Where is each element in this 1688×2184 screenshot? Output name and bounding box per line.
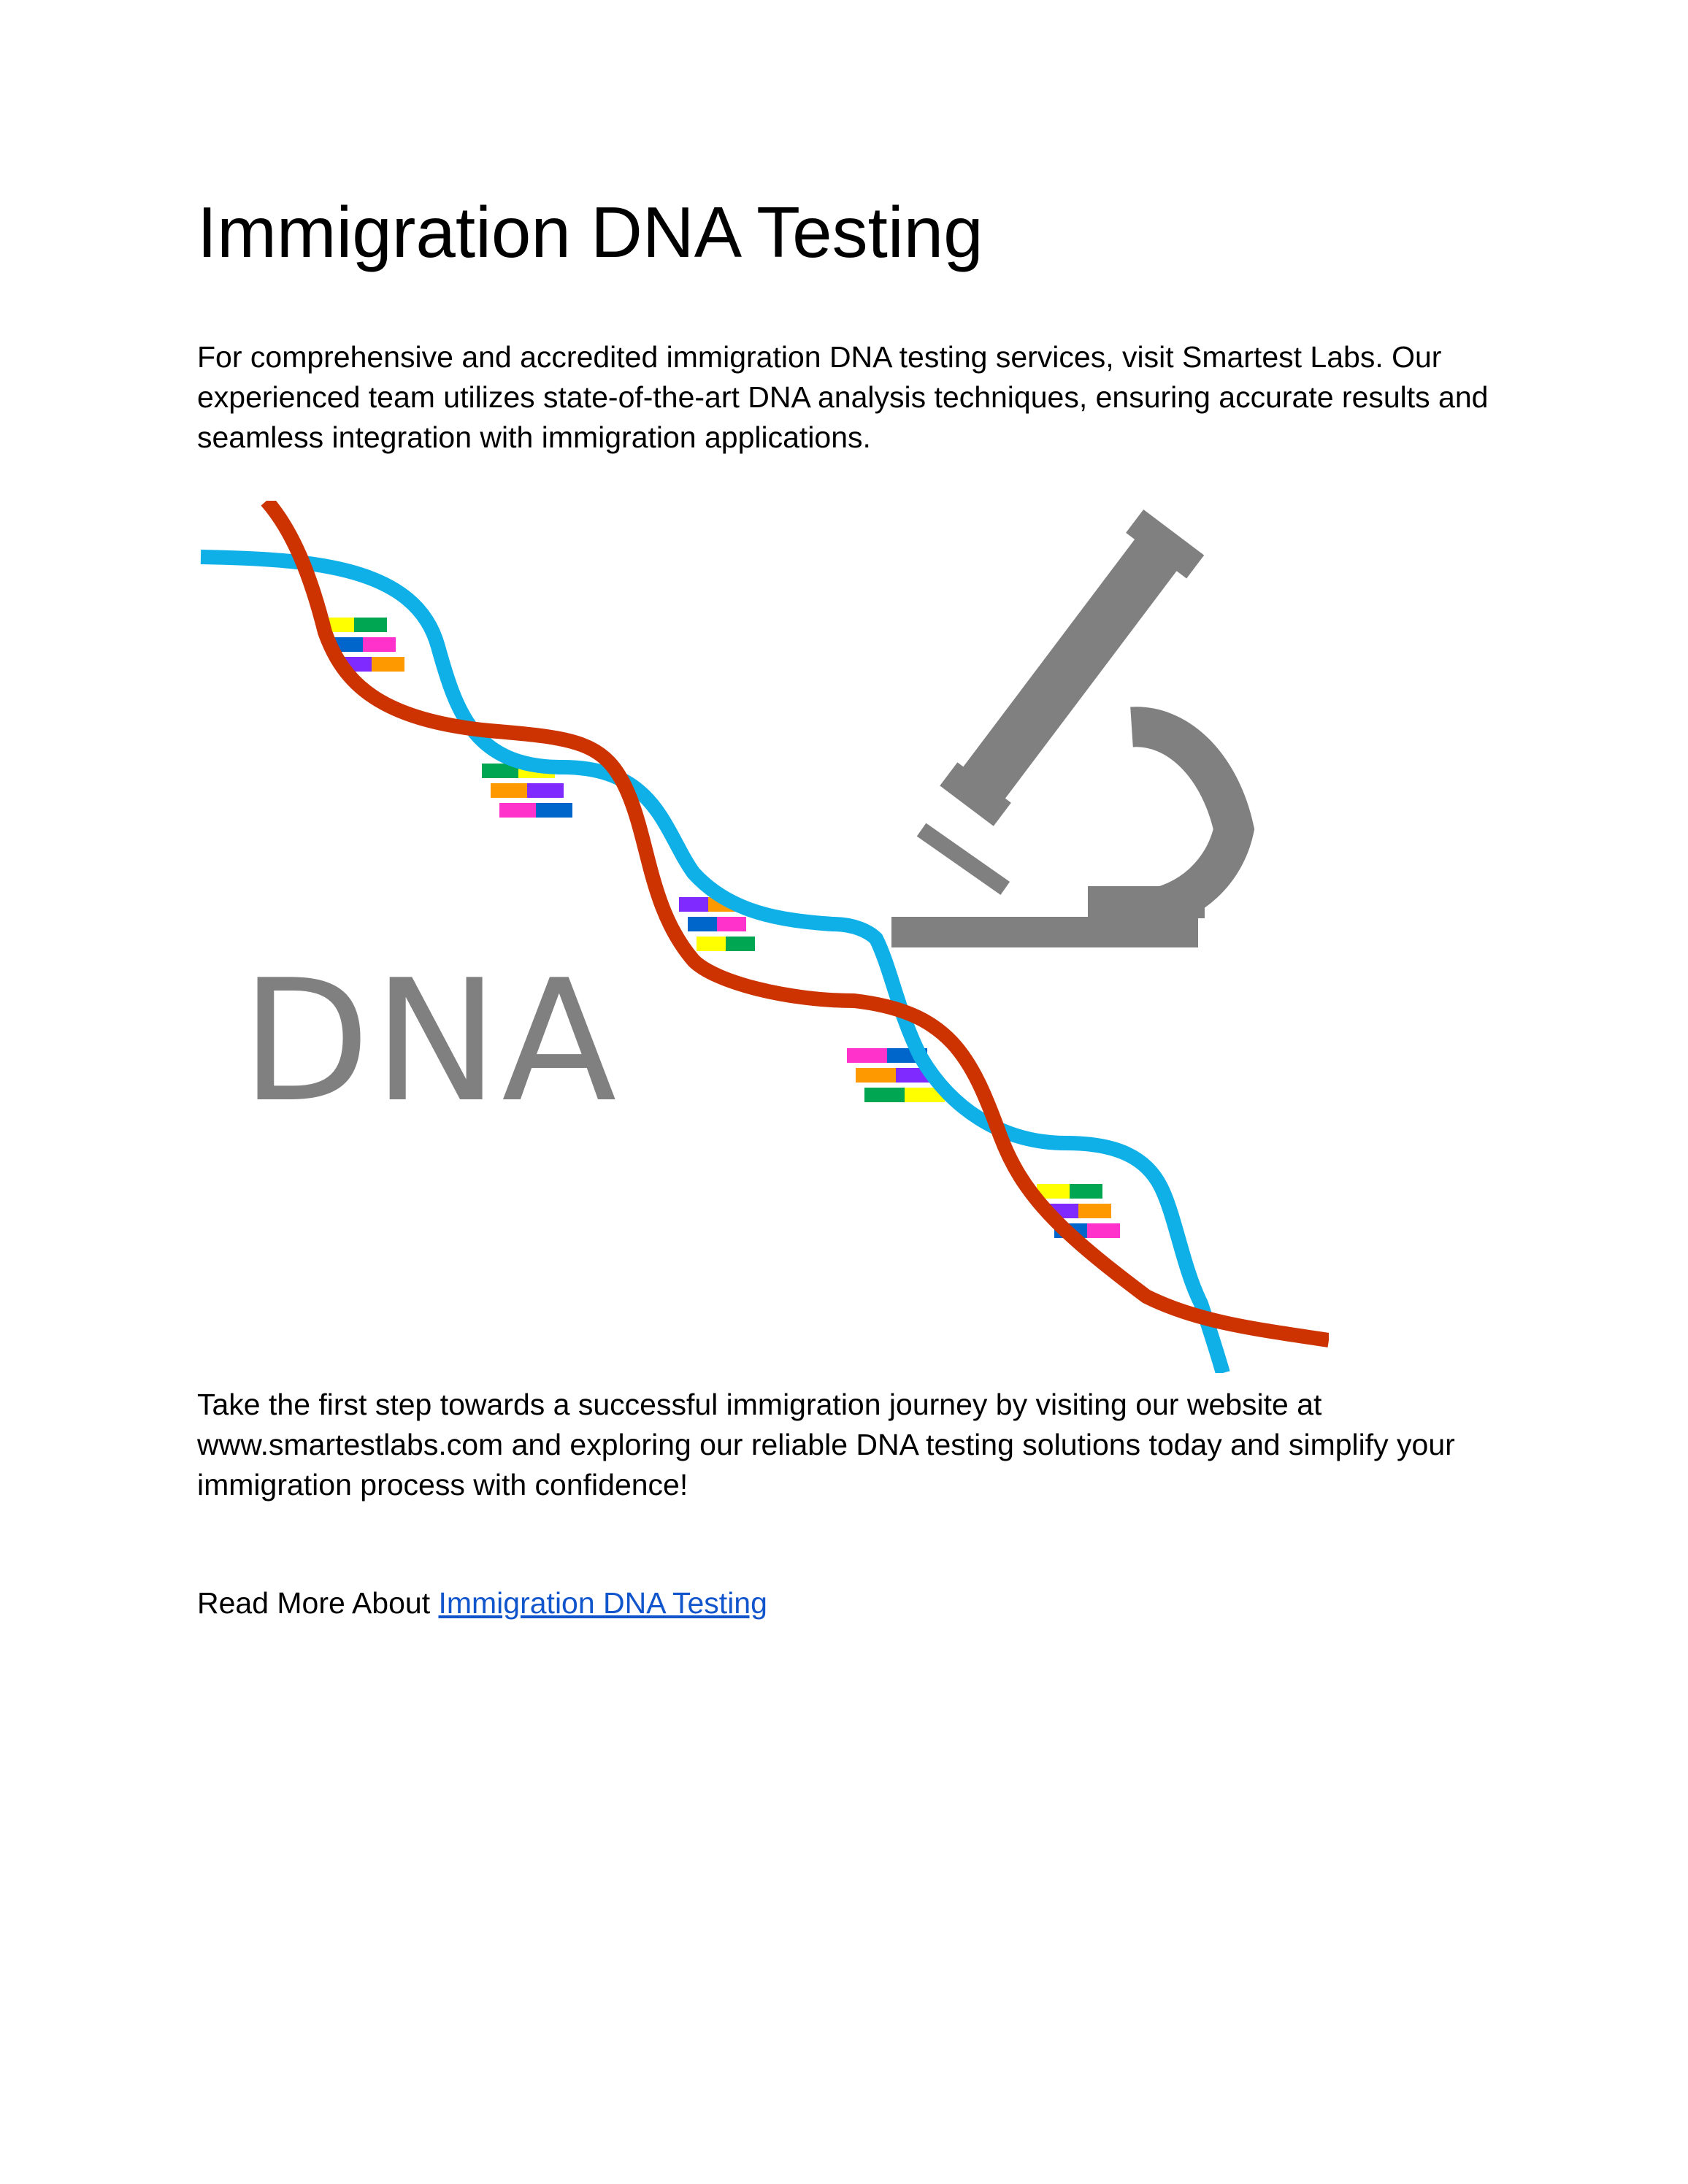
dna-rung-segment — [1070, 1184, 1102, 1199]
dna-rung-segment — [688, 917, 717, 931]
dna-rung-segment — [354, 618, 387, 632]
dna-rung-segment — [1087, 1223, 1120, 1238]
intro-paragraph: For comprehensive and accredited immigration DNA testing services, visit Smartest Labs. Our experienced team utilizes state-of-the-art DNA analysis techniques, ensuring accurate results and seamless integration with immigration applications. — [197, 340, 1489, 454]
dna-rung-segment — [726, 937, 755, 951]
page-title: Immigration DNA Testing — [197, 192, 983, 272]
dna-rung-segment — [536, 803, 572, 818]
read-more-line — [197, 1583, 767, 1623]
dna-rung-segment — [697, 937, 726, 951]
dna-illustration-svg — [197, 501, 1329, 1373]
dna-rung-segment — [372, 657, 404, 672]
microscope-icon — [891, 510, 1234, 947]
dna-illustration — [197, 501, 1329, 1373]
dna-rung-segment — [864, 1088, 905, 1102]
dna-rung-segment — [499, 803, 536, 818]
dna-rung-segment — [856, 1068, 896, 1083]
dna-label: DNA — [241, 945, 620, 1139]
dna-rung-segment — [1078, 1204, 1111, 1218]
dna-rung-segment — [717, 917, 746, 931]
read-more-prefix: Read More About — [197, 1586, 439, 1620]
dna-rung-segment — [527, 783, 564, 798]
dna-rung-segment — [491, 783, 527, 798]
dna-rung-segment — [847, 1048, 887, 1063]
closing-paragraph: Take the first step towards a successful immigration journey by visiting our website at www.smartestlabs.com and exploring our reliable DNA testing solutions today and simplify your immigration process with confidence! — [197, 1388, 1455, 1502]
read-more-link[interactable]: Immigration DNA Testing — [438, 1586, 767, 1620]
dna-rung-segment — [679, 897, 708, 912]
dna-rung-segment — [363, 637, 396, 652]
